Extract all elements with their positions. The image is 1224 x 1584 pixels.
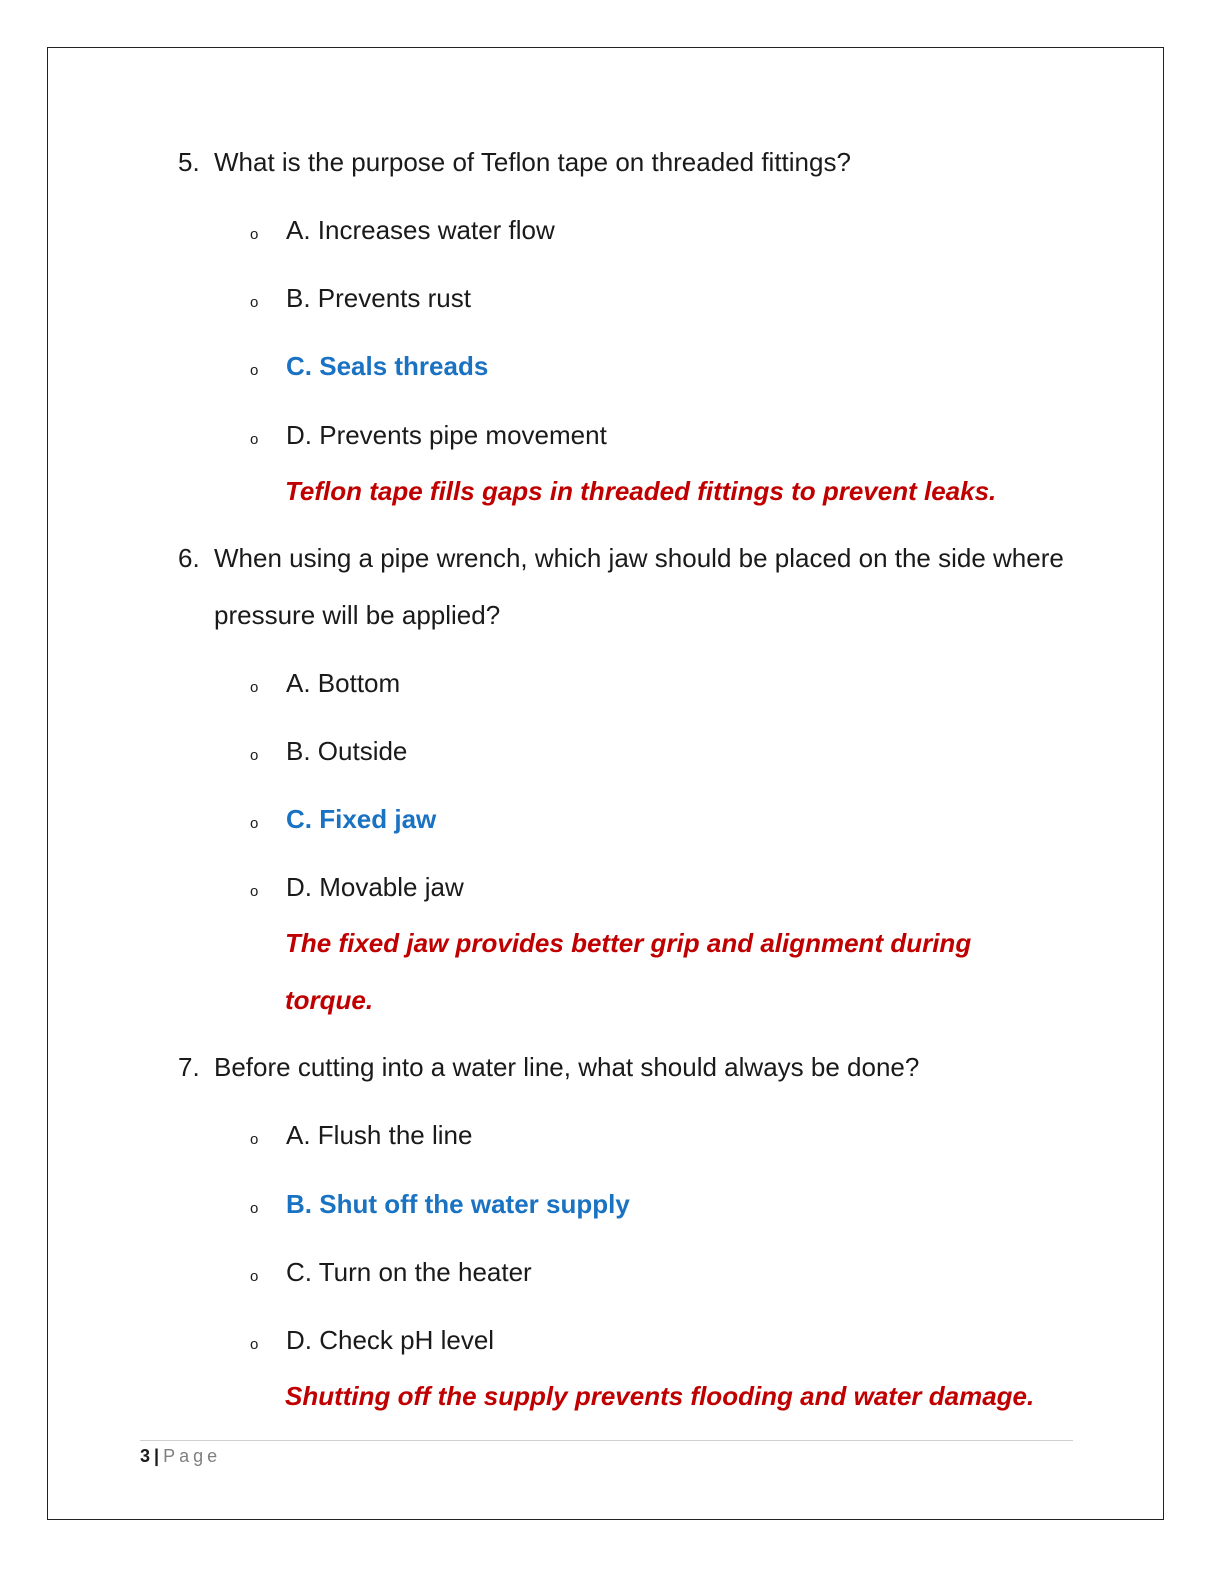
option-label: C. Seals threads <box>286 351 489 381</box>
page-number: 3 <box>140 1446 151 1466</box>
bullet-icon: o <box>250 226 259 244</box>
bullet-icon: o <box>250 747 259 765</box>
page-footer <box>140 1446 221 1467</box>
question-6 <box>178 530 1078 644</box>
option-label: C. Fixed jaw <box>286 804 437 834</box>
option-6d <box>250 870 464 906</box>
option-label: B. Outside <box>286 736 408 766</box>
option-label: A. Bottom <box>286 668 401 698</box>
bullet-icon: o <box>250 431 259 449</box>
question-7 <box>178 1039 1078 1096</box>
footer-separator: | <box>154 1446 160 1466</box>
bullet-icon: o <box>250 294 259 312</box>
bullet-icon: o <box>250 1336 259 1354</box>
bullet-icon: o <box>250 815 259 833</box>
bullet-icon: o <box>250 1131 259 1149</box>
bullet-icon: o <box>250 679 259 697</box>
page-label: Page <box>163 1446 222 1466</box>
explanation-5: Teflon tape fills gaps in threaded fittings to prevent leaks. <box>285 476 997 506</box>
option-label: A. Flush the line <box>286 1120 473 1150</box>
explanation-7: Shutting off the supply prevents flooding and water damage. <box>285 1381 1035 1411</box>
question-text: Before cutting into a water line, what should always be done? <box>214 1052 920 1082</box>
option-label: C. Turn on the heater <box>286 1257 532 1287</box>
option-6a <box>250 666 400 702</box>
question-number: 5. <box>178 147 200 177</box>
option-6c-correct <box>250 802 436 838</box>
bullet-icon: o <box>250 1268 259 1286</box>
explanation-6: The fixed jaw provides better grip and alignment during torque. <box>285 928 972 1015</box>
option-label: B. Prevents rust <box>286 283 471 313</box>
question-5 <box>178 134 1078 191</box>
question-number: 6. <box>178 543 200 573</box>
question-text: What is the purpose of Teflon tape on threaded fittings? <box>214 147 851 177</box>
option-label: B. Shut off the water supply <box>286 1189 630 1219</box>
option-5b <box>250 281 471 317</box>
option-6b <box>250 734 407 770</box>
option-label: D. Check pH level <box>286 1325 495 1355</box>
bullet-icon: o <box>250 1200 259 1218</box>
question-text: When using a pipe wrench, which jaw should be placed on the side where pressure will be applied? <box>214 543 1064 630</box>
option-7c <box>250 1255 532 1291</box>
option-5c-correct <box>250 349 488 385</box>
option-5a <box>250 213 555 249</box>
footer-divider <box>140 1440 1073 1441</box>
bullet-icon: o <box>250 362 259 380</box>
option-label: A. Increases water flow <box>286 215 555 245</box>
bullet-icon: o <box>250 883 259 901</box>
option-7a <box>250 1118 472 1154</box>
option-7b-correct <box>250 1187 630 1223</box>
option-7d <box>250 1323 494 1359</box>
option-label: D. Movable jaw <box>286 872 464 902</box>
option-label: D. Prevents pipe movement <box>286 420 607 450</box>
option-5d <box>250 418 607 454</box>
question-number: 7. <box>178 1052 200 1082</box>
